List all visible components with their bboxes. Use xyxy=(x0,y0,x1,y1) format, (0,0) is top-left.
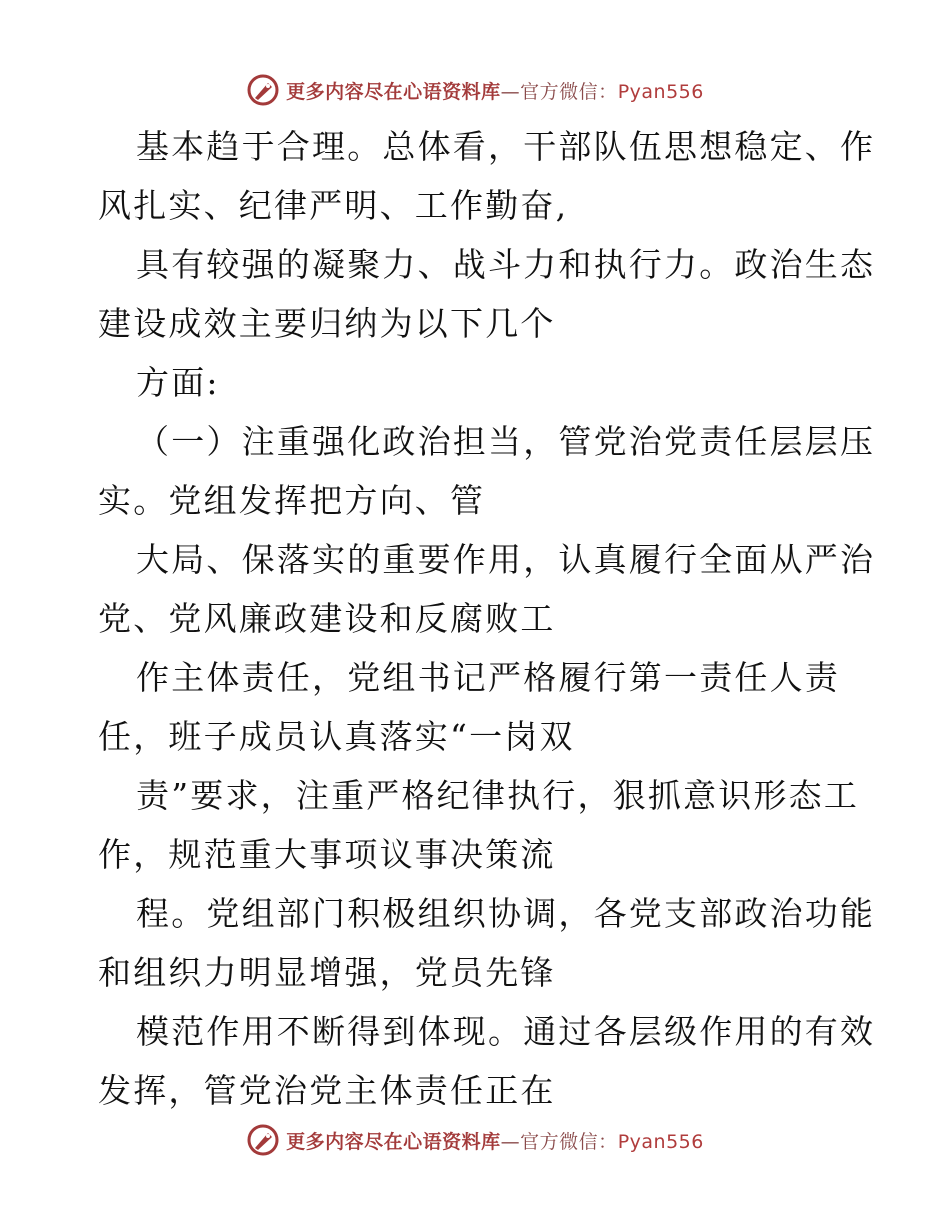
text-line: 模范作用不断得到体现。通过各层级作用的有效 xyxy=(136,1012,876,1051)
watermark-wechat-label: 官方微信： xyxy=(520,1130,618,1153)
pen-nib-logo-icon xyxy=(246,73,280,107)
text-line: 风扎实、纪律严明、工作勤奋, xyxy=(98,186,569,225)
text-line: 和组织力明显增强，党员先锋 xyxy=(98,953,556,992)
text-line: 具有较强的凝聚力、战斗力和执行力。政治生态 xyxy=(136,245,876,284)
watermark-promo: 更多内容尽在心语资料库 xyxy=(286,80,501,103)
watermark-text xyxy=(286,1127,704,1154)
text-line: 党、党风廉政建设和反腐败工 xyxy=(98,599,556,638)
watermark-wechat-id: Pyan556 xyxy=(617,80,704,103)
text-line: 基本趋于合理。总体看，干部队伍思想稳定、作 xyxy=(136,127,876,166)
text-line: 任，班子成员认真落实“一岗双 xyxy=(98,717,575,756)
text-line: 程。党组部门积极组织协调，各党支部政治功能 xyxy=(136,894,876,933)
footer-watermark xyxy=(0,1120,950,1160)
header-watermark xyxy=(0,70,950,110)
watermark-wechat-label: 官方微信： xyxy=(520,80,618,103)
text-line: 发挥，管党治党主体责任正在 xyxy=(98,1071,556,1110)
text-line: 作，规范重大事项议事决策流 xyxy=(98,835,556,874)
text-line: 大局、保落实的重要作用，认真履行全面从严治 xyxy=(136,540,876,579)
watermark-wechat-id: Pyan556 xyxy=(617,1130,704,1153)
watermark-dash: — xyxy=(500,1130,521,1153)
text-line: 作主体责任，党组书记严格履行第一责任人责 xyxy=(136,658,840,697)
text-line: 责”要求，注重严格纪律执行，狠抓意识形态工 xyxy=(136,776,860,815)
watermark-promo: 更多内容尽在心语资料库 xyxy=(286,1130,501,1153)
text-line: 实。党组发挥把方向、管 xyxy=(98,481,486,520)
text-line: （一）注重强化政治担当，管党治党责任层层压 xyxy=(136,422,876,461)
text-line: 建设成效主要归纳为以下几个 xyxy=(98,304,556,343)
text-line: 方面: xyxy=(136,363,220,402)
watermark-dash: — xyxy=(500,80,521,103)
watermark-text xyxy=(286,77,704,104)
pen-nib-logo-icon xyxy=(246,1123,280,1157)
